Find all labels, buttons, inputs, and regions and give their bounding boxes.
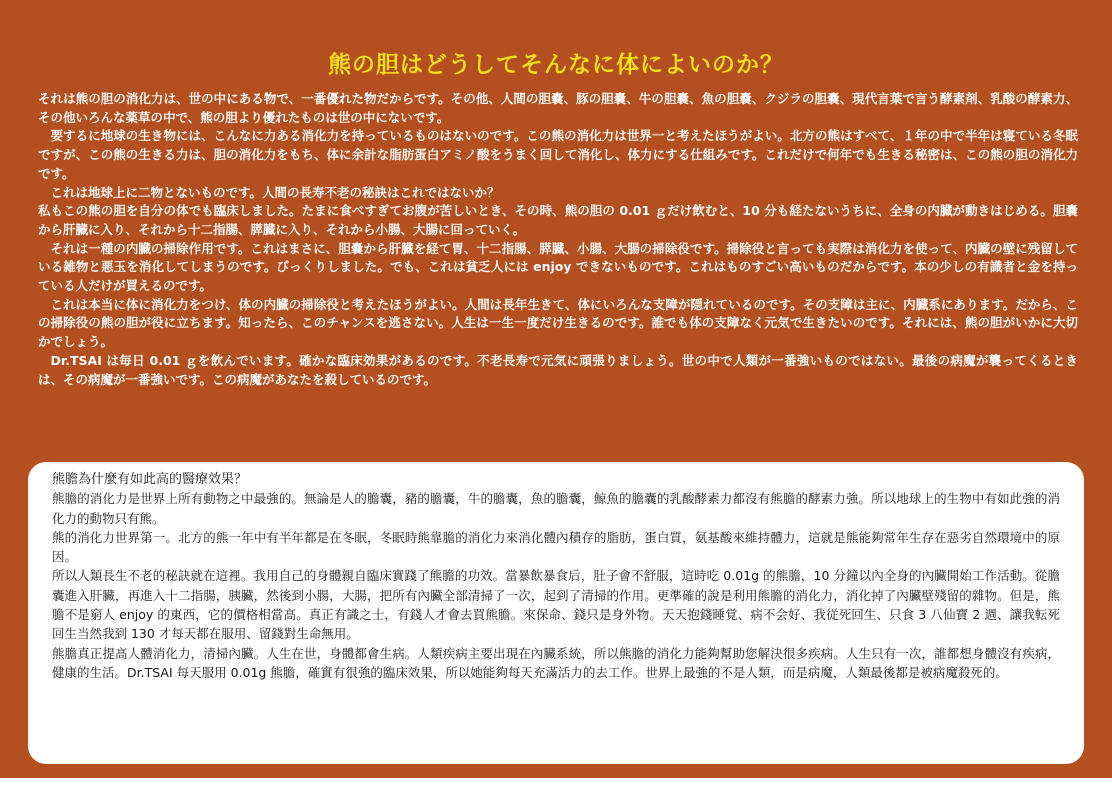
japanese-paragraph: それは一種の内臓の掃除作用です。これはまさに、胆嚢から肝臓を経て胃、十二指腸、膵臓、小腸、大腸の掃除役です。掃除役と言っても実際は消化力を使って、内臓の壁に残留している雑物と悪玉を消化してしまうのです。びっくりしました。でも、これは貧乏人には enjoy できないものです。これはものすごい高いものだからです。本の少しの有識者と金を持っている人だけが買えるのです。 <box>38 240 1078 294</box>
japanese-paragraph: 要するに地球の生き物には、こんなに力ある消化力を持っているものはないのです。この熊の消化力は世界一と考えたほうがよい。北方の熊はすべて、１年の中で半年は寝ている冬眠ですが、この熊の生きる力は、胆の消化力をもち、体に余計な脂肪蛋白アミノ酸をうまく回して消化し、体力にする仕組みです。これだけで何年でも生きる秘密は、この熊の胆の消化力です。 <box>38 128 1078 181</box>
japanese-paragraph: それは熊の胆の消化力は、世の中にある物で、一番優れた物だからです。その他、人間の胆嚢、豚の胆嚢、牛の胆嚢、魚の胆嚢、クジラの胆嚢、現代言葉で言う酵素剤、乳酸の酵素力、その他いろんな薬草の中で、熊の胆より優れたものは世の中にないです。 <box>38 91 1078 125</box>
chinese-text-block <box>52 470 1060 682</box>
chinese-paragraph: 熊的消化力世界第一。北方的熊一年中有半年都是在冬眠，冬眠時熊靠膽的消化力來消化體內積存的脂肪，蛋白質，氨基酸來維持體力，這就是熊能夠常年生存在惡劣自然環境中的原因。 <box>52 529 1060 565</box>
japanese-paragraph: これは本当に体に消化力をつけ、体の内臓の掃除役と考えたほうがよい。人間は長年生きて、体にいろんな支障が隠れているのです。その支障は主に、内臓系にあります。だから、この掃除役の熊の胆が役に立ちます。知ったら、このチャンスを逃さない。人生は一生一度だけ生きるのです。誰でも体の支障なく元気で生きたいのです。それには、熊の胆がいかに大切かでしょう。 <box>38 296 1078 350</box>
japanese-paragraph: 私もこの熊の胆を自分の体でも臨床しました。たまに食べすぎてお腹が苦しいとき、その時、熊の胆の 0.01 ｇだけ飲むと、10 分も経たないうちに、全身の内臓が動きはじめる。胆嚢から肝臓に入り、それから十二指腸、膵臓に入り、それから小腸、大腸に回っていく。 <box>38 203 1078 237</box>
chinese-heading: 熊膽為什麼有如此高的醫療效果？ <box>52 472 248 487</box>
chinese-paragraph: 熊膽的消化力是世界上所有動物之中最強的。無論是人的膽囊，豬的膽囊，牛的膽囊，魚的膽囊，鯨魚的膽囊的乳酸酵素力都沒有熊膽的酵素力強。所以地球上的生物中有如此強的消化力的動物只有熊。 <box>52 491 1060 526</box>
chinese-paragraph: 所以人類長生不老的秘訣就在這裡。我用自己的身體親自臨床實踐了熊膽的功效。當暴飲暴食后，肚子會不舒服，這時吃 0.01g 的熊膽，10 分鐘以內全身的內臟開始工作活動。從膽囊進入肝臟，再進入十二指腸，胰臟，然後到小腸，大腸，把所有內臟全部清掃了一次，起到了清掃的作用。更準確的說是利用熊膽的消化力，消化掉了內臟壁殘留的雜物。但是，熊膽不是窮人 enjoy 的東西，它的價格相當高。真正有識之士，有錢人才會去買熊膽。來保命、錢只是身外物。天天抱錢睡覚、病不会好、我従死回生、只食 3 八仙寶 2 週、讓我転死回生当然我到 130 才每天都在服用、留錢對生命無用。 <box>52 568 1060 642</box>
chinese-paragraph: 熊膽真正提高人體消化力，清掃內臟。人生在世，身體都會生病。人類疾病主要出現在內臟系統，所以熊膽的消化力能夠幫助您解決很多疾病。人生只有一次，誰都想身體沒有疾病，健康的生活。Dr.TSAI 每天服用 0.01g 熊膽，確實有很強的臨床效果，所以她能夠每天充滿活力的去工作。世界上最強的不是人類，而是病魔，人類最後都是被病魔殺死的。 <box>52 645 1060 680</box>
japanese-text-block <box>38 90 1078 389</box>
japanese-paragraph: これは地球上に二物とないものです。人間の長寿不老の秘訣はこれではないか？ <box>50 184 500 200</box>
japanese-paragraph: Dr.TSAI は毎日 0.01 ｇを飲んでいます。確かな臨床効果があるのです。不老長寿で元気に頑張りましょう。世の中で人類が一番強いものではない。最後の病魔が襲ってくるときは、その病魔が一番強いです。この病魔があなたを殺しているのです。 <box>38 352 1078 387</box>
page-title: 熊の胆はどうしてそんなに体によいのか？ <box>328 52 784 78</box>
